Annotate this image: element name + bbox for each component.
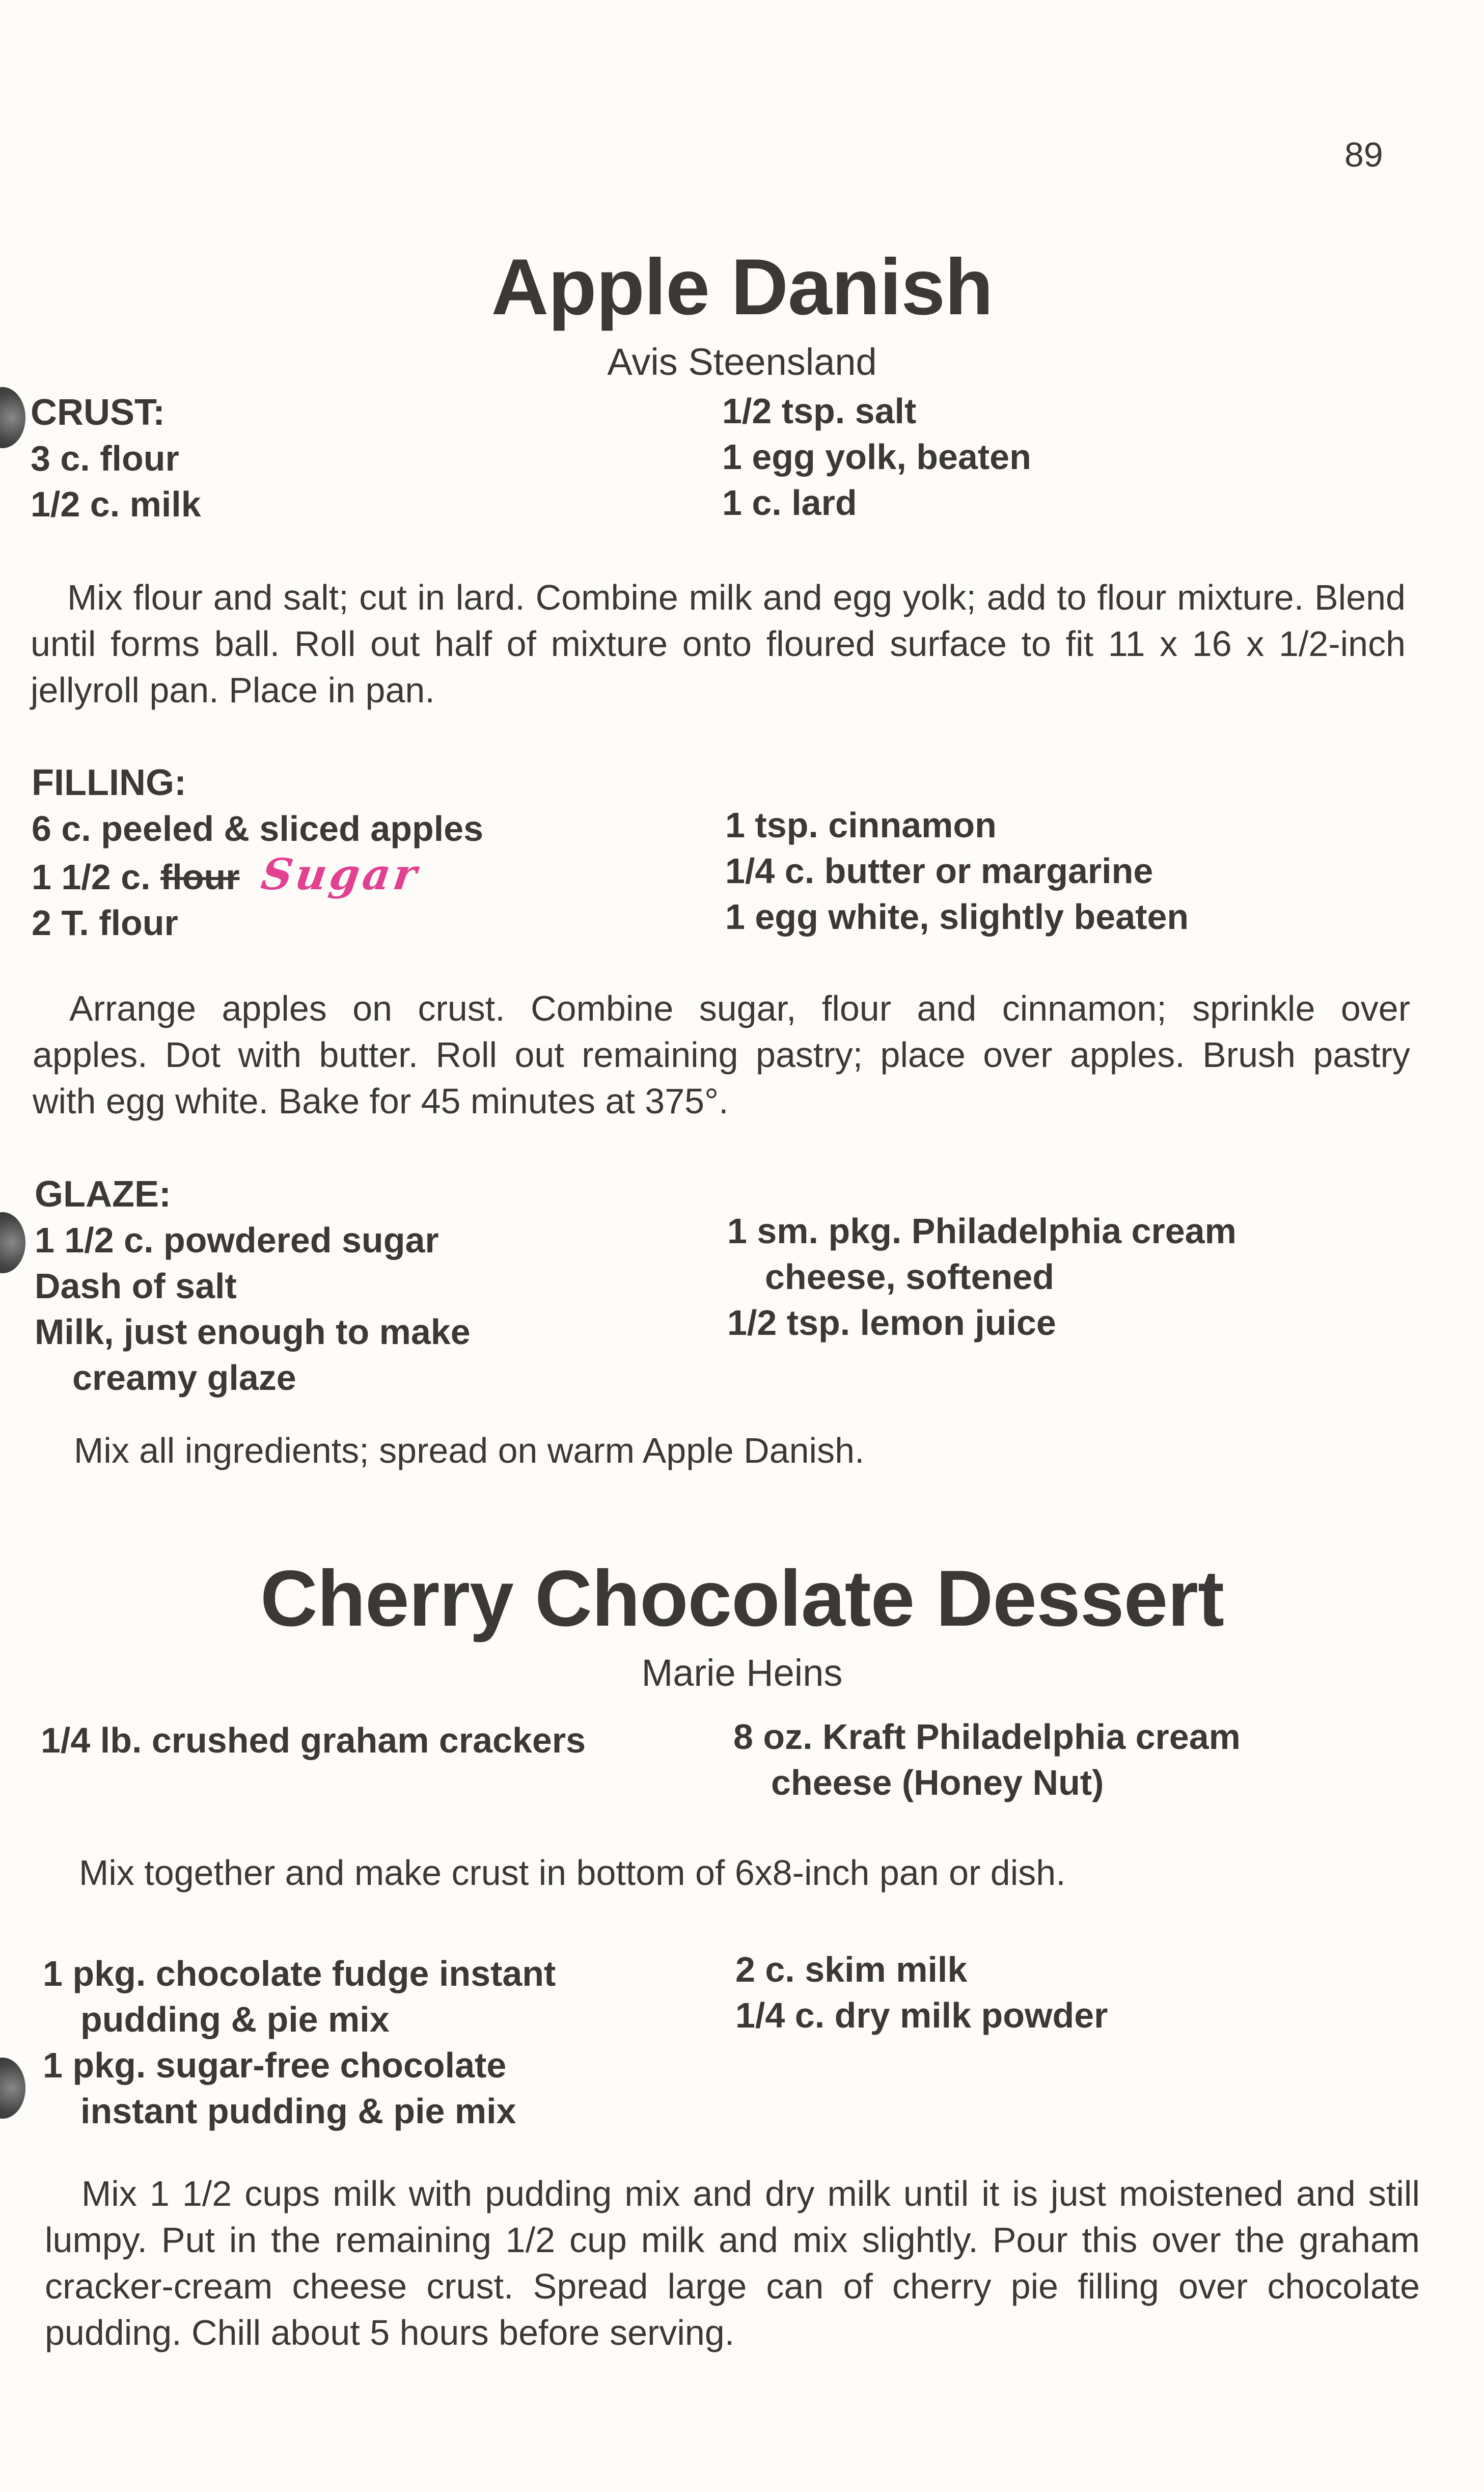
ingredients-right (735, 1947, 1108, 2038)
ingredients-left (41, 1717, 586, 1763)
ingredient: 1/4 c. butter or margarine (725, 851, 1153, 891)
instruction-line: Mix flour and salt; cut in lard. Combine milk and egg yolk; add to flour mixture. Blend (67, 578, 1406, 617)
handwritten-correction: Sugar (258, 849, 423, 899)
ingredient: 1 tsp. cinnamon (725, 805, 997, 845)
ingredients-left (32, 760, 483, 946)
ingredients-right (733, 1714, 1241, 1805)
instruction-line: with egg white. Bake for 45 minutes at 375°. (33, 1081, 729, 1121)
ingredient: 1 pkg. chocolate fudge instant (43, 1954, 556, 1993)
ingredient: 1 1/2 c. (32, 857, 151, 897)
recipe-title: Apple Danish (491, 243, 993, 332)
ingredient: Dash of salt (35, 1266, 237, 1306)
instruction-line: lumpy. Put in the remaining 1/2 cup milk and mix slightly. Pour this over the graham (45, 2220, 1420, 2260)
instruction-line: Mix all ingredients; spread on warm Apple Danish. (74, 1431, 865, 1470)
ingredient: 8 oz. Kraft Philadelphia cream (733, 1717, 1241, 1757)
ingredient: Milk, just enough to make (35, 1312, 471, 1352)
ingredient: 1/4 c. dry milk powder (735, 1995, 1108, 2035)
ingredient: 1/4 lb. crushed graham crackers (41, 1720, 586, 1760)
recipe-author: Marie Heins (641, 1652, 843, 1694)
ingredient: 1/2 tsp. salt (722, 391, 917, 431)
section-heading: GLAZE: (35, 1174, 171, 1215)
instruction-line: Mix together and make crust in bottom of 6x8-inch pan or dish. (79, 1853, 1066, 1893)
binder-hole (0, 2058, 25, 2119)
instructions (45, 2171, 1420, 2356)
ingredient: 1 sm. pkg. Philadelphia cream (727, 1211, 1236, 1251)
ingredient: 2 T. flour (32, 903, 178, 943)
ingredients-right (725, 802, 1189, 940)
ingredient: pudding & pie mix (80, 2000, 390, 2039)
ingredient: 3 c. flour (31, 439, 179, 478)
ingredient: cheese (Honey Nut) (771, 1763, 1104, 1802)
ingredient-corrected (32, 849, 483, 900)
ingredients-right (722, 388, 1031, 526)
instructions (33, 985, 1410, 1125)
ingredient: 1 c. lard (722, 483, 857, 523)
ingredients-left (31, 390, 201, 527)
instruction-line: apples. Dot with butter. Roll out remaining pastry; place over apples. Brush pastry (33, 1035, 1410, 1075)
ingredients-left (35, 1171, 471, 1401)
instruction-line: until forms ball. Roll out half of mixture onto floured surface to fit 11 x 16 x 1/2-inch (31, 624, 1406, 664)
instructions (31, 574, 1406, 714)
binder-hole (0, 387, 25, 448)
ingredients-right (727, 1208, 1236, 1346)
instruction-line: cracker-cream cheese crust. Spread large can of cherry pie filling over chocolate (45, 2266, 1420, 2306)
ingredient: 6 c. peeled & sliced apples (32, 809, 484, 848)
ingredient: creamy glaze (72, 1358, 296, 1398)
ingredient: 1 pkg. sugar-free chocolate (43, 2045, 507, 2085)
ingredient: 1 egg white, slightly beaten (725, 897, 1189, 937)
ingredients-left (43, 1951, 556, 2134)
binder-hole (0, 1212, 25, 1273)
instruction-line: jellyroll pan. Place in pan. (31, 670, 435, 710)
ingredient: 1 1/2 c. powdered sugar (35, 1220, 439, 1260)
instructions (74, 1428, 864, 1474)
recipe-author: Avis Steensland (607, 341, 877, 383)
ingredient: 1 egg yolk, beaten (722, 437, 1031, 477)
page-number: 89 (1344, 135, 1383, 174)
instruction-line: pudding. Chill about 5 hours before serving. (45, 2313, 735, 2352)
recipe-title: Cherry Chocolate Dessert (260, 1554, 1224, 1643)
ingredient: instant pudding & pie mix (80, 2091, 516, 2131)
ingredient: 2 c. skim milk (735, 1950, 968, 1989)
instruction-line: Arrange apples on crust. Combine sugar, flour and cinnamon; sprinkle over (69, 989, 1410, 1028)
ingredient: 1/2 tsp. lemon juice (727, 1303, 1056, 1343)
ingredient: 1/2 c. milk (31, 484, 201, 524)
instruction-line: Mix 1 1/2 cups milk with pudding mix and dry milk until it is just moistened and still (81, 2174, 1420, 2213)
section-heading: FILLING: (32, 762, 186, 803)
struck-word: flour (160, 857, 240, 897)
section-heading: CRUST: (31, 392, 165, 433)
ingredient: cheese, softened (765, 1257, 1054, 1297)
instructions (79, 1850, 1066, 1896)
